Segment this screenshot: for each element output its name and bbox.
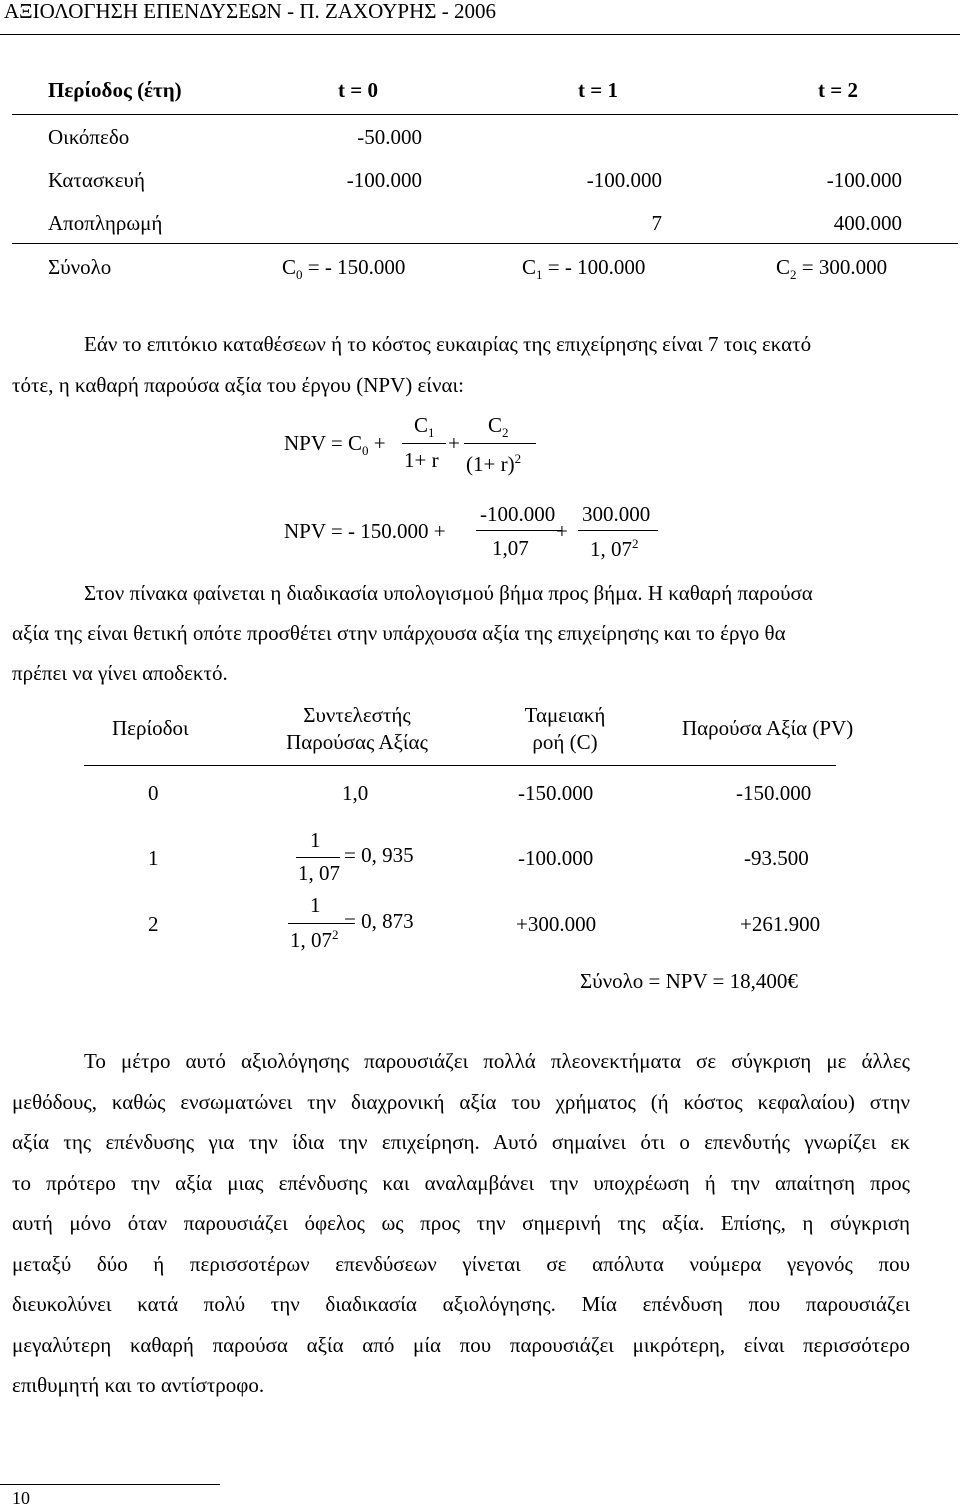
table2-head-factor-2: Παρούσας Αξίας [286, 730, 428, 754]
table1-total-label: Σύνολο [48, 255, 112, 279]
table1-total-c0: $C_0$ = - 150.000 [282, 255, 406, 283]
table2-row-den: 1, 07 [298, 861, 340, 885]
formula1-den1: 1+ r [404, 448, 439, 472]
formula1-num1: $C_1$ [414, 413, 435, 441]
page-header: ΑΞΙΟΛΟΓΗΣΗ ΕΠΕΝΔΥΣΕΩΝ - Π. ΖΑΧΟΥΡΗΣ - 2006 [4, 0, 496, 23]
table1-row-t2: 400.000 [833, 211, 902, 235]
table2-row-pv: -93.500 [744, 846, 809, 870]
table1-total-c2-value: = 300.000 [801, 255, 888, 279]
formula1-plus: + [448, 431, 460, 455]
formula2-den1: 1,07 [492, 536, 529, 560]
formula2-den2: 1, $07^2$ [590, 536, 639, 561]
table2-head-period: Περίοδοι [112, 716, 189, 740]
formula2-bar1 [476, 530, 562, 531]
formula1-num2: $C_2$ [488, 413, 509, 441]
table2-row1-bar [296, 857, 340, 858]
table1-head-rule [12, 114, 958, 115]
table1-total-c0-value: = - 150.000 [307, 255, 406, 279]
formula2-num1: -100.000 [480, 502, 556, 526]
table2-row2-bar [288, 923, 348, 924]
table2-row-period: 2 [148, 912, 159, 936]
table1-row-label: Κατασκευή [48, 168, 145, 192]
table2-head-cf-1: Ταμειακή [524, 703, 606, 727]
table1-total-c2: $C_2 = 300.000$ [776, 255, 888, 283]
explain-line-2: αξία της είναι θετική οπότε προσθέτει στην υπάρχουσα αξία της επιχείρησης και το έργο θα [12, 621, 786, 645]
paragraph-line: μεθόδους, καθώς ενσωματώνει την διαχρονική αξία του χρήματος (ή κόστος κεφαλαίου) στην [12, 1089, 910, 1114]
table2-row-cf: -150.000 [518, 781, 594, 805]
table1-head-label: Περίοδος (έτη) [48, 78, 182, 102]
table1-head-t0: t = 0 [338, 78, 378, 102]
formula1-lhs: NPV = $C_0$ + [284, 431, 386, 459]
formula2-lhs: NPV = - 150.000 + [284, 519, 446, 543]
table2-row-period: 1 [148, 846, 159, 870]
table2-row-period: 0 [148, 781, 159, 805]
table2-row-num: 1 [310, 828, 321, 852]
table1-row-t2: -100.000 [826, 168, 902, 192]
table2-row-cf: -100.000 [518, 846, 594, 870]
table2-head-cf-2: ροή (C) [532, 730, 598, 754]
paragraph-line: μεταξύ δύο ή περισσοτέρων επενδύσεων γίνεται σε απόλυτα νούμερα γεγονός που [12, 1251, 910, 1276]
paragraph-line: αξία της επένδυσης για την ίδια την επιχείρηση. Αυτό σημαίνει ότι ο επενδυτής γνωρίζει εκ [12, 1130, 910, 1154]
table1-row-label: Οικόπεδο [48, 125, 130, 149]
table1-row-t1: 7 [651, 211, 662, 235]
table2-row-pv: -150.000 [736, 781, 812, 805]
closing-paragraph [12, 1041, 910, 1406]
formula2-num2: 300.000 [582, 502, 651, 526]
table1-head-t1: t = 1 [578, 78, 618, 102]
table1-row-t0: -100.000 [346, 168, 422, 192]
table2-total: Σύνολο = NPV = 18,400€ [580, 969, 798, 993]
table2-head-rule [84, 765, 836, 766]
formula1-den2: $(1+ r)^2$ [466, 451, 522, 476]
formula1-bar1 [402, 443, 446, 444]
page-number: 10 [12, 1488, 30, 1508]
paragraph-line: μεγαλύτερη καθαρή παρούσα αξία από μία που παρουσιάζει μικρότερη, είναι περισσότερο [12, 1332, 910, 1357]
table1-row-t0: -50.000 [357, 125, 422, 149]
formula2-plus: + [556, 519, 568, 543]
paragraph-line: επιθυμητή και το αντίστροφο. [12, 1373, 265, 1397]
paragraph-line: διευκολύνει κατά πολύ την διαδικασία αξιολόγησης. Μία επένδυση που παρουσιάζει [12, 1292, 910, 1316]
table2-row-den: 1, $07^2$ [290, 927, 339, 952]
intro-line-1: Εάν το επιτόκιο καταθέσεων ή το κόστος ευκαιρίας της επιχείρησης είναι 7 τοις εκατό [84, 332, 812, 356]
table1-head-t2: t = 2 [818, 78, 858, 102]
table2-row-eq: = 0, 935 [344, 843, 414, 867]
table2-head-pv: Παρούσα Αξία (PV) [682, 716, 854, 740]
formula1-bar2 [464, 443, 536, 444]
header-rule [0, 34, 960, 35]
table1-total-c1: $C_1$ = - 100.000 [522, 255, 646, 283]
explain-line-3: πρέπει να γίνει αποδεκτό. [12, 661, 228, 685]
table1-total-c1-value: = - 100.000 [547, 255, 646, 279]
table2-row-num: 1 [310, 893, 321, 917]
table2-head-factor-1: Συντελεστής [303, 703, 411, 727]
paragraph-line: το πρότερο την αξία μιας επένδυσης και αναλαμβάνει την υποχρέωση ή την απαίτηση προς [12, 1170, 910, 1195]
footer-rule [0, 1484, 220, 1485]
intro-line-2: τότε, η καθαρή παρούσα αξία του έργου (NPV) είναι: [12, 373, 464, 397]
paragraph-line: Το μέτρο αυτό αξιολόγησης παρουσιάζει πολλά πλεονεκτήματα σε σύγκριση με άλλες [84, 1049, 910, 1073]
table2-row-cf: +300.000 [516, 912, 597, 936]
table1-row-label: Αποπληρωμή [48, 211, 163, 235]
table1-total-rule [12, 243, 958, 244]
table2-row-factor: 1,0 [342, 781, 369, 805]
table1-row-t1: -100.000 [586, 168, 662, 192]
explain-line-1: Στον πίνακα φαίνεται η διαδικασία υπολογισμού βήμα προς βήμα. Η καθαρή παρούσα [84, 581, 813, 605]
paragraph-line: αυτή μόνο όταν παρουσιάζει όφελος ως προς την σημερινή της αξία. Επίσης, η σύγκριση [12, 1211, 910, 1235]
table2-row-pv: +261.900 [740, 912, 821, 936]
formula2-bar2 [578, 530, 658, 531]
table2-row-eq: = 0, 873 [344, 909, 414, 933]
